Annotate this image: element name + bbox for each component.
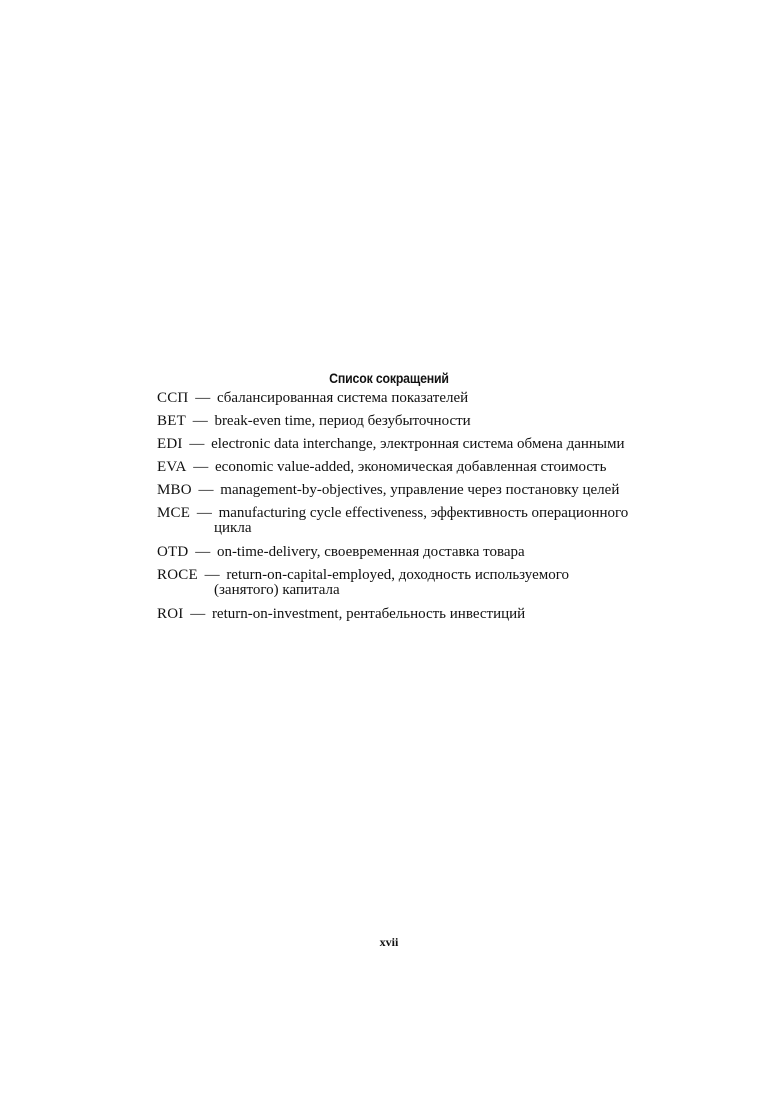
abbreviation-term: BET	[157, 413, 186, 429]
abbreviation-dash: —	[190, 606, 206, 622]
abbreviation-item	[157, 545, 637, 560]
abbreviation-item	[157, 506, 637, 536]
abbreviation-term: ROCE	[157, 567, 198, 583]
abbreviation-definition: сбалансированная система показателей	[216, 390, 469, 406]
abbreviation-term: EDI	[157, 436, 183, 452]
abbreviation-definition: return-on-capital-employed, доходность используемого (занятого) капитала	[214, 567, 570, 598]
abbreviation-definition: economic value-added, экономическая добавленная стоимость	[215, 459, 607, 475]
abbreviation-term: OTD	[157, 544, 189, 560]
abbreviation-definition: on-time-delivery, своевременная доставка товара	[216, 544, 525, 560]
page-number: xvii	[379, 935, 399, 949]
abbreviation-definition: electronic data interchange, электронная система обмена данными	[211, 436, 625, 452]
abbreviation-list	[157, 391, 637, 630]
abbreviation-dash: —	[189, 436, 205, 452]
abbreviation-item	[157, 568, 637, 598]
abbreviation-dash: —	[196, 505, 212, 521]
abbreviation-term: ROI	[157, 606, 184, 622]
abbreviation-dash: —	[198, 482, 214, 498]
abbreviation-term: EVA	[157, 459, 187, 475]
abbreviation-item	[157, 607, 637, 622]
abbreviation-definition: management-by-objectives, управление через постановку целей	[220, 482, 620, 498]
abbreviation-definition: manufacturing cycle effectiveness, эффективность операционного цикла	[214, 505, 629, 536]
abbreviation-term: MBO	[157, 482, 192, 498]
abbreviation-dash: —	[195, 390, 211, 406]
abbreviation-dash: —	[193, 459, 209, 475]
abbreviation-item	[157, 391, 637, 406]
abbreviation-definition: return-on-investment, рентабельность инвестиций	[211, 606, 526, 622]
abbreviation-definition: break-even time, период безубыточности	[214, 413, 471, 429]
page-title: Список сокращений	[329, 370, 449, 387]
abbreviation-item	[157, 437, 637, 452]
abbreviation-item	[157, 460, 637, 475]
abbreviation-item	[157, 483, 637, 498]
abbreviation-item	[157, 414, 637, 429]
abbreviation-term: MCE	[157, 505, 191, 521]
abbreviation-dash: —	[192, 413, 208, 429]
abbreviation-dash: —	[204, 567, 220, 583]
abbreviation-dash: —	[195, 544, 211, 560]
abbreviation-term: ССП	[157, 390, 189, 406]
